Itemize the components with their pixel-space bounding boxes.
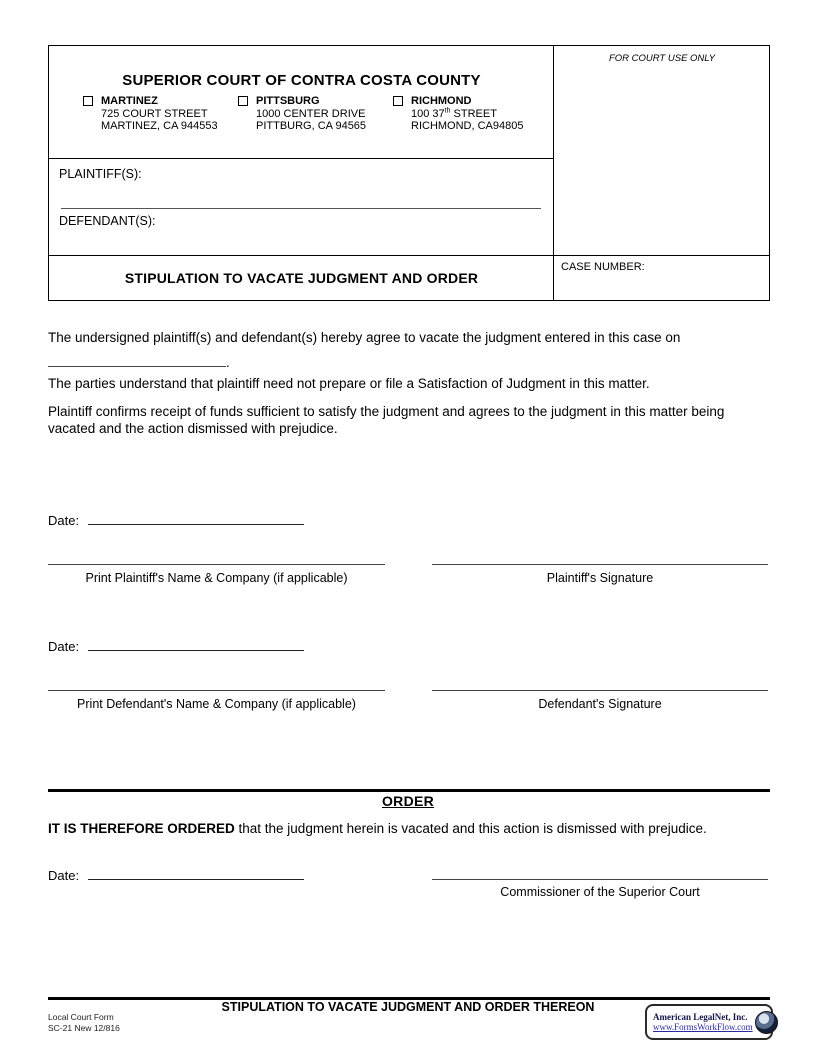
defendant-label: DEFENDANT(S): <box>59 214 156 228</box>
location-address1: 725 COURT STREET <box>101 107 208 120</box>
defendant-date-line[interactable] <box>88 637 304 651</box>
location-address1: 1000 CENTER DRIVE <box>256 107 366 120</box>
order-divider-rule <box>48 789 770 792</box>
defendant-date-row <box>48 637 304 654</box>
case-number-field[interactable] <box>554 256 770 300</box>
form-reference <box>48 1012 120 1033</box>
order-heading: ORDER <box>381 793 435 809</box>
order-date-row <box>48 866 304 883</box>
globe-icon <box>755 1011 778 1034</box>
court-info-cell <box>49 46 554 159</box>
paragraph-agree-period: . <box>226 354 230 370</box>
plaintiff-label: PLAINTIFF(S): <box>59 167 142 181</box>
form-title-cell <box>49 256 554 300</box>
paragraph-satisfaction: The parties understand that plaintiff need not prepare or file a Satisfaction of Judgment in this matter. <box>48 376 650 391</box>
legalnet-logo-text <box>653 1012 753 1032</box>
location-name: PITTSBURG <box>256 95 320 107</box>
form-ref-line2: SC-21 New 12/816 <box>48 1022 120 1033</box>
parties-cell <box>49 159 554 256</box>
legalnet-link[interactable]: www.FormsWorkFlow.com <box>653 1022 753 1032</box>
location-richmond <box>393 95 523 133</box>
for-court-use-label: FOR COURT USE ONLY <box>608 53 716 64</box>
location-martinez-text <box>101 95 218 133</box>
ordinal-suffix: th <box>444 106 451 114</box>
location-name: RICHMOND <box>411 95 472 107</box>
paragraph-agree <box>48 330 772 371</box>
footer-title: STIPULATION TO VACATE JUDGMENT AND ORDER THEREON <box>221 1000 595 1014</box>
plaintiff-date-row <box>48 511 304 528</box>
plaintiff-date-label: Date: <box>48 513 80 528</box>
plaintiff-print-label: Print Plaintiff's Name & Company (if applicable) <box>85 571 348 585</box>
commissioner-signature-line[interactable] <box>432 879 768 880</box>
order-sentence-bold: IT IS THEREFORE ORDERED <box>48 821 235 836</box>
defendant-signature-line[interactable] <box>432 690 768 691</box>
for-court-use-cell <box>554 46 770 256</box>
location-martinez <box>83 95 218 133</box>
plaintiff-signature-line[interactable] <box>432 564 768 565</box>
pittsburg-checkbox[interactable] <box>238 96 248 106</box>
legalnet-logo <box>645 1004 773 1040</box>
judgment-date-row <box>48 353 772 372</box>
order-sentence-rest: that the judgment herein is vacated and this action is dismissed with prejudice. <box>234 821 707 836</box>
caption-right-pane <box>554 46 770 300</box>
case-number-label: CASE NUMBER: <box>561 261 645 273</box>
location-address2: RICHMOND, CA94805 <box>411 120 524 132</box>
order-sentence <box>48 821 772 836</box>
defendant-signature-label: Defendant's Signature <box>538 697 662 711</box>
defendant-print-line[interactable] <box>48 690 385 691</box>
location-name: MARTINEZ <box>101 95 158 107</box>
location-pittsburg-text <box>256 95 366 133</box>
defendant-print-label: Print Defendant's Name & Company (if applicable) <box>77 697 356 711</box>
plaintiff-name-line[interactable] <box>61 208 541 209</box>
martinez-checkbox[interactable] <box>83 96 93 106</box>
caption-box <box>48 45 770 301</box>
location-pittsburg <box>238 95 366 133</box>
location-address2: MARTINEZ, CA 944553 <box>101 120 218 132</box>
caption-left-pane <box>49 46 554 300</box>
location-richmond-text <box>411 95 523 133</box>
court-name: SUPERIOR COURT OF CONTRA COSTA COUNTY <box>122 72 481 89</box>
order-date-label: Date: <box>48 868 80 883</box>
location-address1: 100 37th STREET <box>411 106 497 120</box>
form-ref-line1: Local Court Form <box>48 1012 114 1022</box>
defendant-date-label: Date: <box>48 639 80 654</box>
plaintiff-signature-label: Plaintiff's Signature <box>546 571 654 585</box>
judgment-date-blank[interactable] <box>48 353 226 367</box>
commissioner-label: Commissioner of the Superior Court <box>500 885 700 899</box>
location-address2: PITTBURG, CA 94565 <box>256 120 367 132</box>
paragraph-confirm: Plaintiff confirms receipt of funds sufficient to satisfy the judgment and agrees to the judgment in this matter being vacated and the action dismissed with prejudice. <box>48 404 725 436</box>
richmond-checkbox[interactable] <box>393 96 403 106</box>
form-title: STIPULATION TO VACATE JUDGMENT AND ORDER <box>124 270 479 286</box>
order-date-line[interactable] <box>88 866 304 880</box>
plaintiff-print-line[interactable] <box>48 564 385 565</box>
plaintiff-date-line[interactable] <box>88 511 304 525</box>
legalnet-name: American LegalNet, Inc. <box>653 1012 748 1022</box>
paragraph-agree-text: The undersigned plaintiff(s) and defendant(s) hereby agree to vacate the judgment entered in this case on <box>48 330 681 345</box>
